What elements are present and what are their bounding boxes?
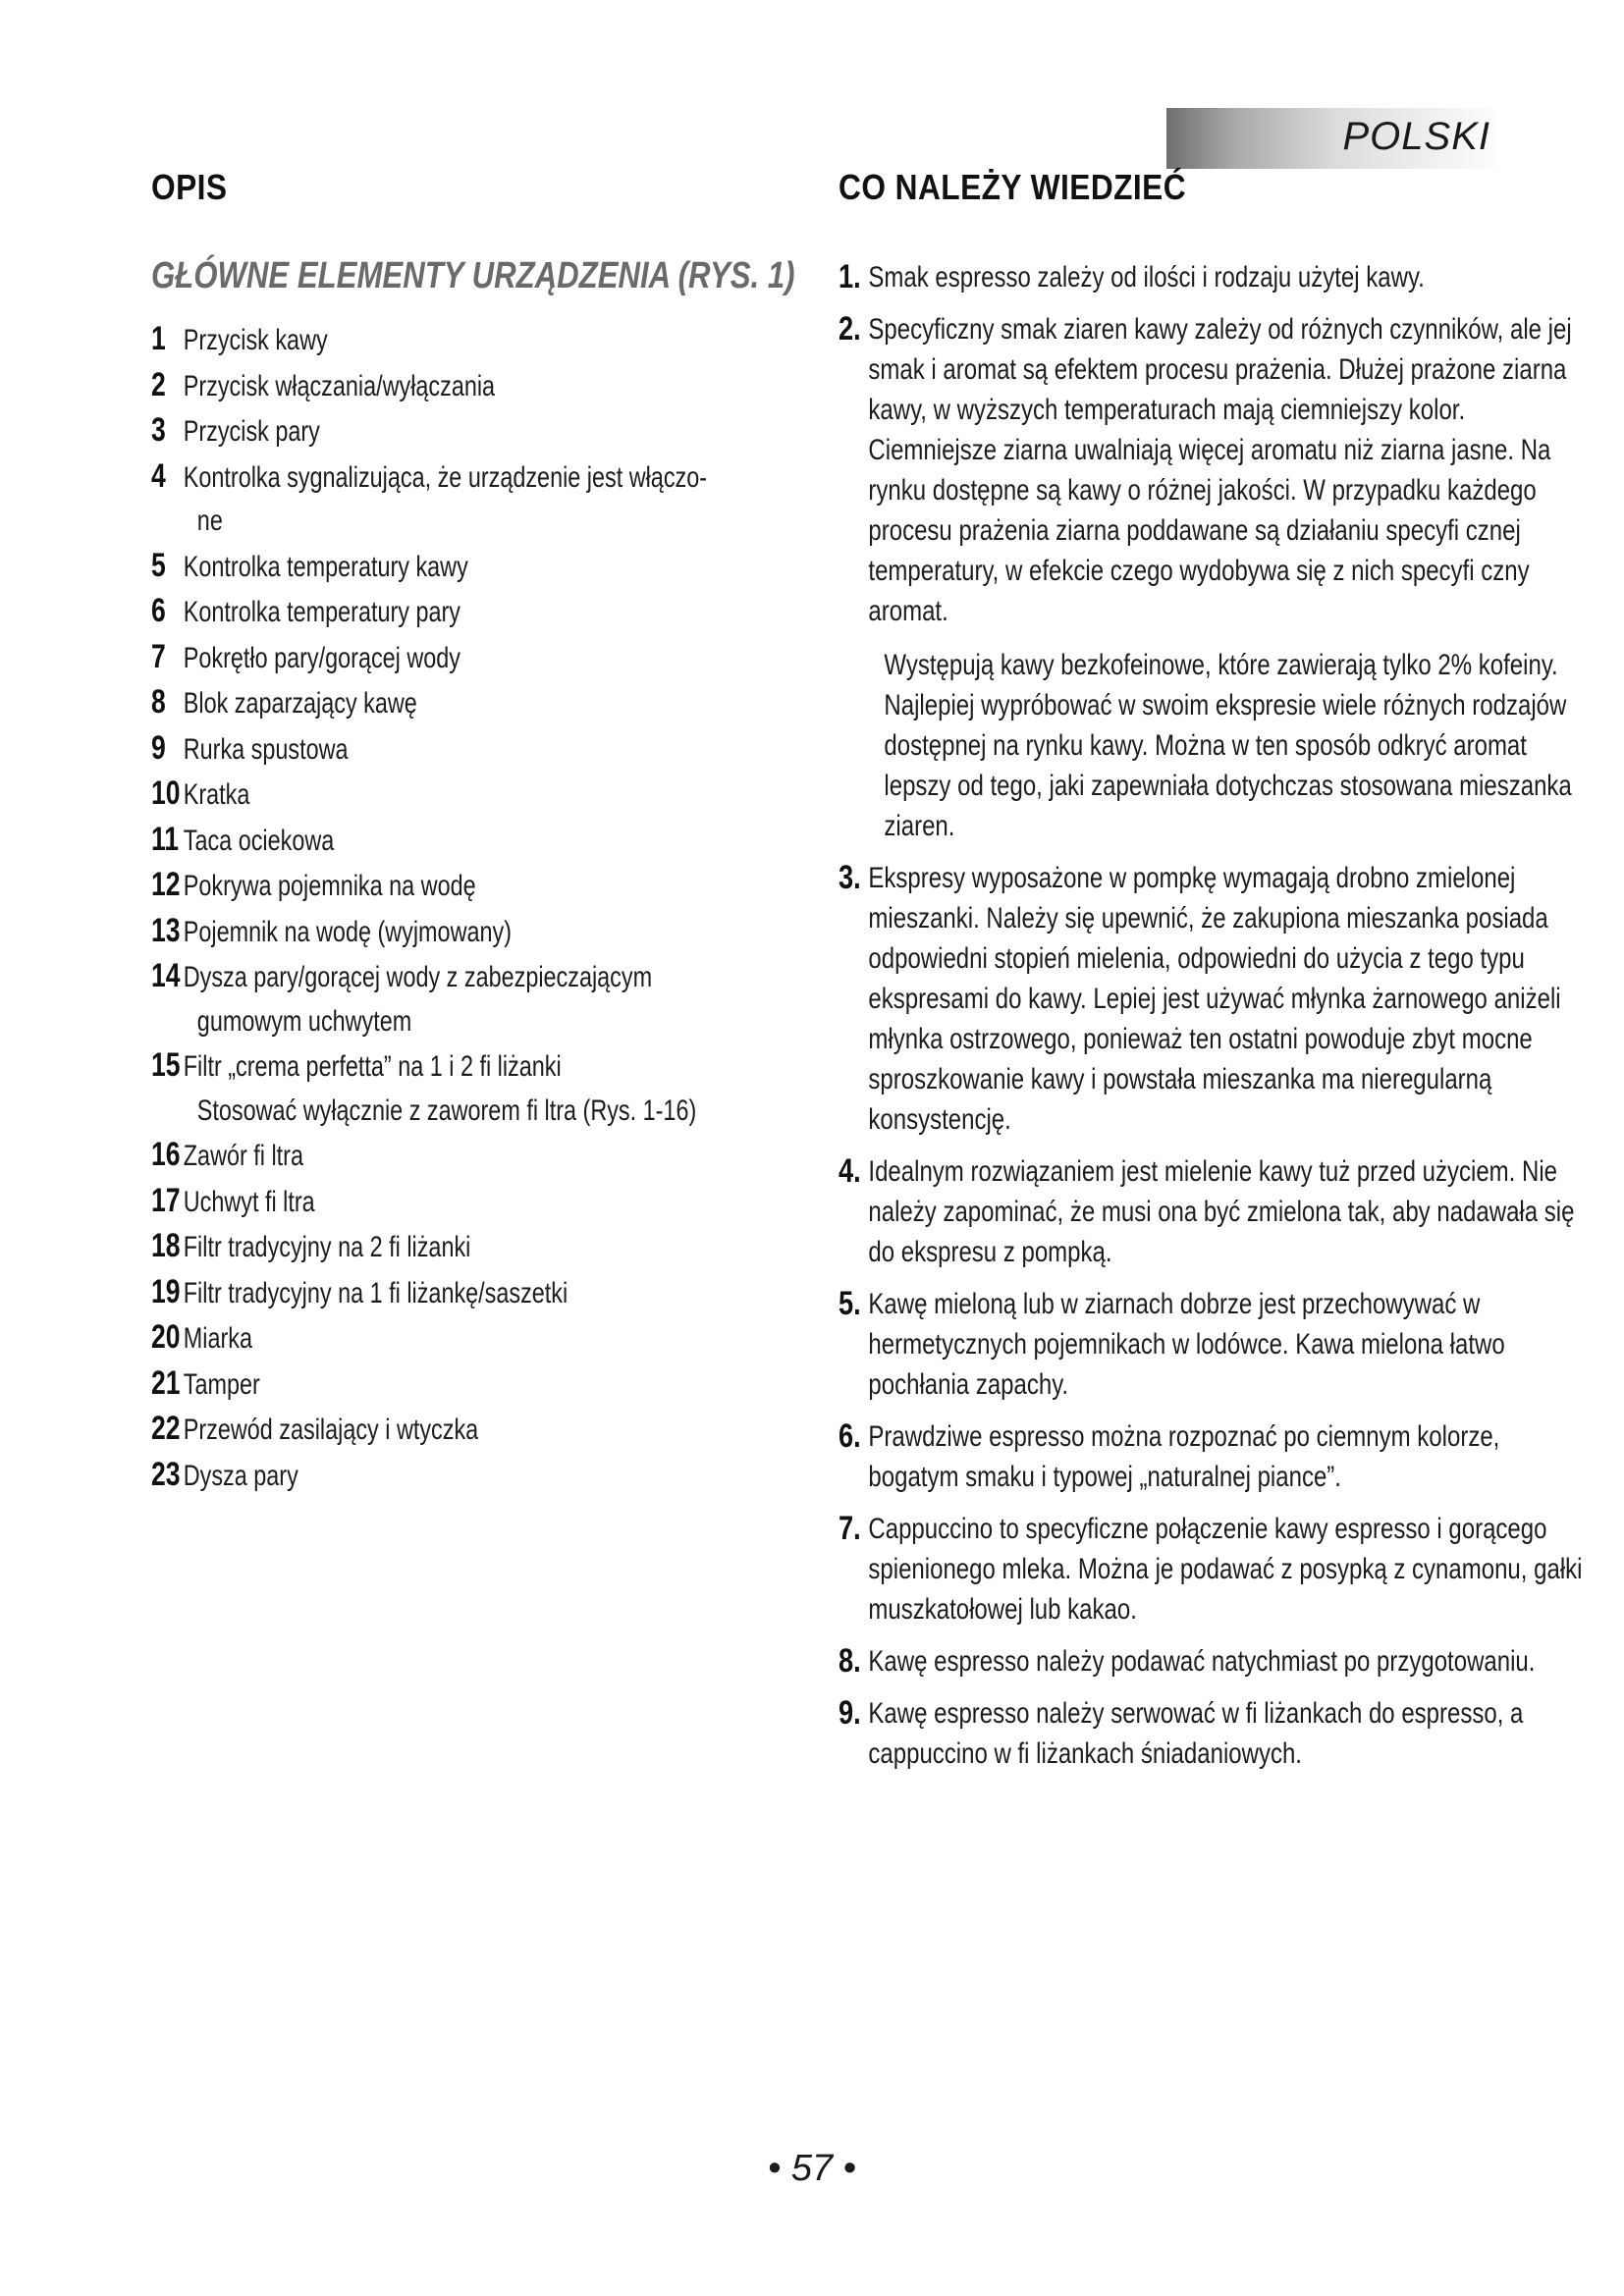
tip-paragraph: Specyficzny smak ziaren kawy zależy od różnych czynników, ale jej smak i aromat są efektem procesu prażenia. Dłużej prażone ziarna kawy, w wyższych temperaturach mają ciemniejszy kolor. Ciemniejsze ziarna uwalniają więcej aromatu niż ziarna jasne. Na rynku dostępne są kawy o różnej jakości. W przypadku każdego procesu prażenia ziarna poddawane są działaniu specyfi cznej temperatury, w efekcie czego wydobywa się z nich specyfi czny aromat. xyxy=(868,313,1572,627)
component-number: 15 xyxy=(151,1046,181,1084)
component-item xyxy=(151,863,798,909)
component-label: Filtr „crema perfetta” na 1 i 2 fi liżanki xyxy=(183,1050,562,1083)
component-label: Kontrolka temperatury kawy xyxy=(183,550,468,583)
tip-item xyxy=(839,309,1585,846)
tip-paragraph: Występują kawy bezkofeinowe, które zawierają tylko 2% kofeiny. Najlepiej wypróbować w swoim ekspresie wiele różnych rodzajów dostępnej na rynku kawy. Można w ten sposób odkryć aromat lepszy od tego, jaki zapewniała dotychczas stosowana mieszanka ziaren. xyxy=(884,649,1572,842)
component-label: Przycisk włączania/wyłączania xyxy=(183,369,496,402)
component-number: 22 xyxy=(151,1410,181,1447)
component-item xyxy=(151,408,798,454)
component-number: 19 xyxy=(151,1272,181,1310)
component-item xyxy=(151,363,798,409)
component-item xyxy=(151,680,798,726)
tip-item xyxy=(839,858,1585,1140)
components-subtitle: GŁÓWNE ELEMENTY URZĄDZENIA (RYS. 1) xyxy=(151,255,795,296)
tip-paragraph: Cappuccino to specyficzne połączenie kawy espresso i gorącego spienionego mleka. Można je podawać z posypką z cynamonu, gałki muszkatołowej lub kakao. xyxy=(868,1513,1583,1626)
tip-number: 5. xyxy=(839,1285,861,1322)
component-label: Przycisk pary xyxy=(183,415,320,448)
component-number: 20 xyxy=(151,1318,181,1356)
component-item xyxy=(151,954,798,1000)
component-number: 12 xyxy=(151,866,181,903)
component-number: 6 xyxy=(151,592,166,629)
component-label: Przewód zasilający i wtyczka xyxy=(183,1414,479,1446)
component-label: Kontrolka sygnalizująca, że urządzenie jest włączo- xyxy=(183,460,708,494)
component-number: 10 xyxy=(151,774,181,812)
language-label: POLSKI xyxy=(1342,115,1490,158)
tip-item xyxy=(839,1509,1585,1629)
component-item xyxy=(151,772,798,818)
section-title-opis: OPIS xyxy=(151,167,228,207)
component-label: Pokrętło pary/gorącej wody xyxy=(183,641,461,674)
tip-number: 2. xyxy=(839,310,861,347)
tip-body xyxy=(868,309,1585,846)
component-number: 13 xyxy=(151,911,181,949)
component-item xyxy=(151,1133,798,1179)
component-item xyxy=(151,544,798,590)
component-number: 7 xyxy=(151,637,166,675)
component-label: Blok zaparzający kawę xyxy=(183,687,417,720)
component-continuation: gumowym uchwytem xyxy=(196,1004,412,1038)
tip-paragraph: Prawdziwe espresso można rozpoznać po ciemnym kolorze, bogatym smaku i typowej „naturalnej piance”. xyxy=(868,1420,1500,1493)
tip-paragraph: Ekspresy wyposażone w pompkę wymagają drobno zmielonej mieszanki. Należy się upewnić, że zakupiona mieszanka posiada odpowiedni stopień mielenia, odpowiedni do użycia z tego typu ekspresami do kawy. Lepiej jest używać młynka żarnowego aniżeli młynka ostrzowego, ponieważ ten ostatni powoduje zbyt mocne sproszkowanie kawy i powstała mieszanka ma nieregularną konsystencję. xyxy=(868,862,1561,1136)
component-number: 14 xyxy=(151,957,181,994)
tip-number: 7. xyxy=(839,1510,861,1547)
tip-body xyxy=(868,1641,1585,1682)
tip-body xyxy=(868,1284,1585,1405)
tip-number: 1. xyxy=(839,258,861,295)
component-number: 9 xyxy=(151,728,166,767)
tip-paragraph: Kawę espresso należy podawać natychmiast po przygotowaniu. xyxy=(868,1645,1536,1678)
tip-body xyxy=(868,1509,1585,1629)
component-number: 16 xyxy=(151,1136,181,1173)
component-number: 11 xyxy=(151,820,180,858)
tip-number: 4. xyxy=(839,1152,861,1190)
tip-paragraph: Kawę mieloną lub w ziarnach dobrze jest przechowywać w hermetycznych pojemnikach w lodówce. Kawa mielona łatwo pochłania zapachy. xyxy=(868,1288,1505,1401)
tip-item xyxy=(839,1641,1585,1682)
component-label: Uchwyt fi ltra xyxy=(183,1185,315,1218)
tip-item xyxy=(839,1151,1585,1272)
component-item xyxy=(151,1270,798,1316)
tip-body xyxy=(868,257,1585,297)
tips-list xyxy=(839,257,1585,1774)
tip-number: 3. xyxy=(839,859,861,896)
component-item xyxy=(151,1453,798,1499)
component-number: 17 xyxy=(151,1181,181,1219)
component-label: Przycisk kawy xyxy=(183,324,328,356)
component-item xyxy=(151,454,798,501)
tip-item xyxy=(839,1693,1585,1774)
component-item xyxy=(151,726,798,773)
component-number: 5 xyxy=(151,546,166,584)
component-item xyxy=(151,1043,798,1090)
component-label: Dysza pary/gorącej wody z zabezpieczającym xyxy=(183,961,653,993)
component-number: 1 xyxy=(151,320,166,357)
section-title-know: CO NALEŻY WIEDZIEĆ xyxy=(839,167,1187,207)
tip-body xyxy=(868,1693,1585,1774)
tip-paragraph: Smak espresso zależy od ilości i rodzaju użytej kawy. xyxy=(868,261,1425,294)
component-label: Rurka spustowa xyxy=(183,732,349,766)
component-label: Filtr tradycyjny na 1 fi liżankę/saszetki xyxy=(183,1276,568,1309)
tip-paragraph: Idealnym rozwiązaniem jest mielenie kawy tuż przed użyciem. Nie należy zapominać, że musi ona być zmielona tak, aby nadawała się do ekspresu z pompką. xyxy=(868,1155,1575,1268)
component-number: 2 xyxy=(151,365,166,403)
component-number: 23 xyxy=(151,1455,181,1493)
tip-item xyxy=(839,1416,1585,1497)
page-number: • 57 • xyxy=(768,2148,856,2189)
component-item xyxy=(151,1179,798,1225)
component-label: Miarka xyxy=(183,1322,252,1355)
tip-number: 9. xyxy=(839,1694,861,1732)
component-item xyxy=(151,1362,798,1408)
component-label: Zawór fi ltra xyxy=(183,1140,303,1172)
tip-number: 8. xyxy=(839,1642,861,1680)
tip-body xyxy=(868,1151,1585,1272)
components-column xyxy=(151,167,799,1498)
component-item xyxy=(151,317,798,363)
component-label: Kontrolka temperatury pary xyxy=(183,596,460,628)
tip-item xyxy=(839,1284,1585,1405)
component-item xyxy=(151,1224,798,1270)
component-label: Kratka xyxy=(183,778,250,811)
component-item xyxy=(151,635,798,681)
components-list xyxy=(151,317,799,1498)
component-number: 8 xyxy=(151,683,166,721)
component-label: Filtr tradycyjny na 2 fi liżanki xyxy=(183,1231,471,1263)
component-label: Pokrywa pojemnika na wodę xyxy=(183,870,476,902)
tip-item xyxy=(839,257,1585,297)
tip-body xyxy=(868,858,1585,1140)
tip-paragraph: Kawę espresso należy serwować w fi liżankach do espresso, a cappuccino w fi liżankach śniadaniowych. xyxy=(868,1697,1524,1770)
component-label: Dysza pary xyxy=(183,1459,298,1492)
component-label: Taca ociekowa xyxy=(183,824,335,857)
component-number: 4 xyxy=(151,456,166,495)
component-number: 3 xyxy=(151,411,166,449)
component-item xyxy=(151,1407,798,1453)
tip-body xyxy=(868,1416,1585,1497)
component-item xyxy=(151,909,798,955)
component-label: Tamper xyxy=(183,1367,260,1401)
component-number: 18 xyxy=(151,1227,181,1264)
component-continuation: Stosować wyłącznie z zaworem fi ltra (Rys. 1-16) xyxy=(196,1094,697,1127)
component-item xyxy=(151,589,798,635)
component-item xyxy=(151,1315,798,1362)
component-item xyxy=(151,818,798,864)
component-label: Pojemnik na wodę (wyjmowany) xyxy=(183,915,512,948)
tip-number: 6. xyxy=(839,1417,861,1455)
component-number: 21 xyxy=(151,1363,181,1402)
component-continuation: ne xyxy=(196,505,223,537)
tips-column xyxy=(839,167,1585,1786)
